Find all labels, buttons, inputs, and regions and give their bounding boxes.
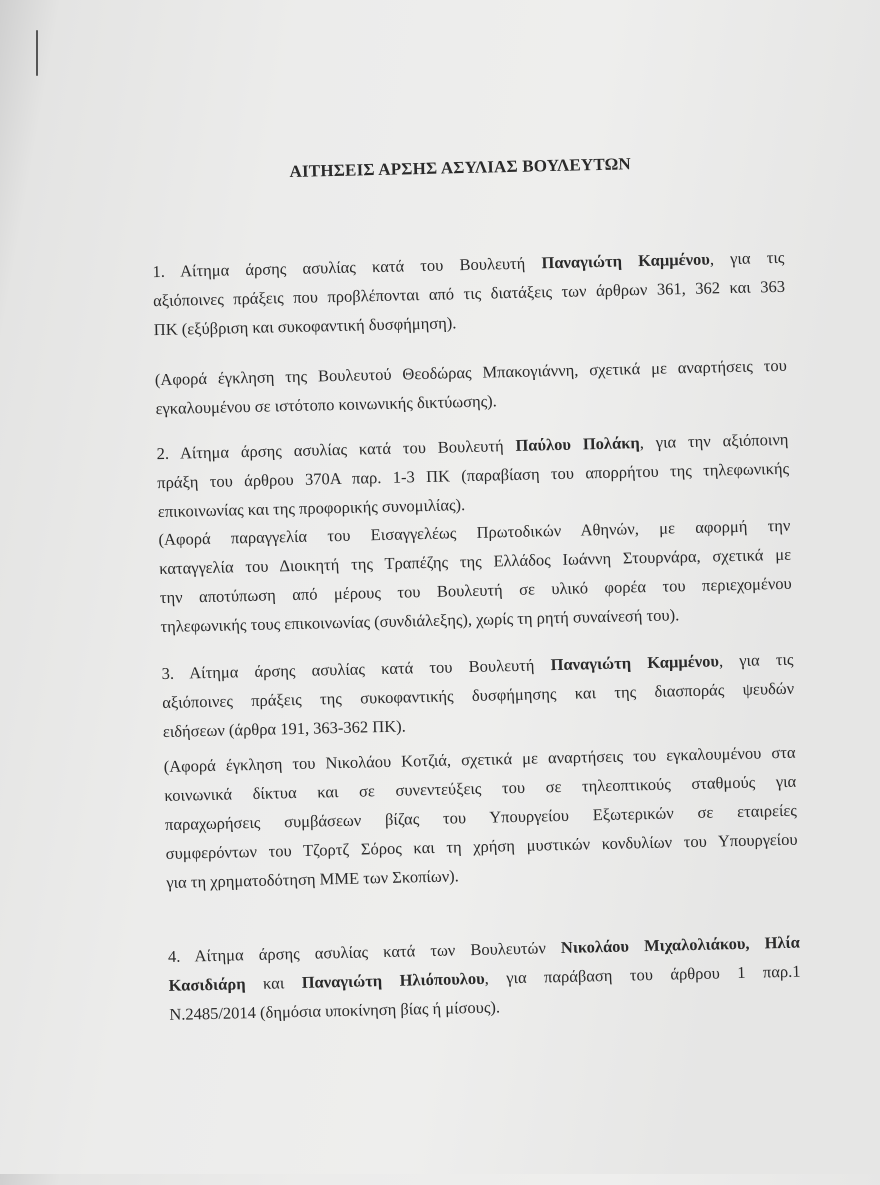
text-segment: , για τις (709, 247, 785, 269)
text-segment: πράξη του άρθρου 370Α παρ. 1-3 ΠΚ (παραβίαση του απορρήτου της τηλεφωνικής (157, 458, 790, 493)
text-segment: συμφερόντων του Τζορτζ Σόρος και τη χρήση μυστικών κονδυλίων του Υπουργείου (165, 829, 798, 863)
text-segment: 3. Αίτημα άρσης ασυλίας κατά του Βουλευτή (161, 655, 551, 684)
text-segment: την αποτύπωση από μέρους του Βουλευτή σε υλικό φορέα του περιεχομένου (159, 573, 792, 608)
bold-name-text: Παναγιώτη Καμμένου (550, 651, 720, 675)
text-segment: για τη χρηματοδότηση ΜΜΕ των Σκοπίων). (166, 866, 459, 892)
text-segment: και (245, 972, 302, 994)
text-segment: (Αφορά παραγγελία του Εισαγγελέως Πρωτοδικών Αθηνών, με αφορμή την (158, 515, 791, 550)
paragraph-2-note (158, 511, 792, 641)
text-segment: Ν.2485/2014 (δημόσια υποκίνηση βίας ή μίσους). (169, 997, 501, 1024)
text-segment: τηλεφωνικής τους επικοινωνίας (συνδιάλεξης), χωρίς τη ρητή συναίνεσή του). (160, 605, 680, 637)
text-segment: εγκαλουμένου σε ιστότοπο κοινωνικής δικτύωσης). (155, 391, 498, 419)
text-segment: , για παράβαση του άρθρου 1 παρ.1 (484, 961, 801, 988)
text-segment: 1. Αίτημα άρσης ασυλίας κατά του Βουλευτή (152, 253, 542, 282)
bold-name-text: Κασιδιάρη (168, 974, 246, 995)
paragraph-3-note (163, 738, 798, 897)
text-segment: ειδήσεων (άρθρα 191, 363-362 ΠΚ). (162, 716, 406, 741)
paragraph-1-note (155, 351, 788, 423)
bold-name-text: Παύλου Πολάκη (515, 433, 640, 455)
bold-name-text: Παναγιώτη Ηλιόπουλου (301, 968, 485, 992)
text-segment: αξιόποινες πράξεις που προβλέπονται από τις διατάξεις των άρθρων 361, 362 και 363 (152, 276, 786, 311)
document-title: ΑΙΤΗΣΕΙΣ ΑΡΣΗΣ ΑΣΥΛΙΑΣ ΒΟΥΛΕΥΤΩΝ (289, 154, 632, 181)
paragraph-4 (168, 928, 802, 1029)
text-segment: , για τις (718, 649, 794, 671)
text-segment: επικοινωνίας και της προφορικής συνομιλίας). (157, 495, 466, 522)
text-segment: , για την αξιόποινη (639, 429, 789, 453)
text-segment: 4. Αίτημα άρσης ασυλίας κατά των Βουλευτών (167, 938, 562, 966)
bold-name-text: Παναγιώτη Καμμένου (541, 249, 711, 273)
text-segment: παραχωρήσεις συμβάσεων βίζας του Υπουργείου Εξωτερικών σε εταιρείες (164, 800, 798, 834)
text-segment: (Αφορά έγκληση της Βουλευτού Θεοδώρας Μπακογιάννη, σχετικά με αναρτήσεις του (154, 355, 787, 390)
text-segment: αξιόποινες πράξεις της συκοφαντικής δυσφήμησης και της διασποράς ψευδών (162, 678, 795, 713)
bold-name-text: Νικολάου Μιχαλολιάκου, Ηλία (560, 932, 801, 958)
text-segment: (Αφορά έγκληση του Νικολάου Κοτζιά, σχετικά με αναρτήσεις του εγκαλουμένου στα (163, 742, 796, 776)
text-segment: 2. Αίτημα άρσης ασυλίας κατά του Βουλευτή (156, 435, 516, 464)
text-segment: καταγγελία του Διοικητή της Τραπέζης της Ελλάδος Ιωάννη Στουρνάρα, σχετικά με (158, 544, 792, 579)
paragraph-3 (161, 645, 795, 746)
text-segment: κοινωνικά δίκτυα και σε συνεντεύξεις του σε τηλεοπτικούς σταθμούς για (164, 771, 797, 805)
paragraph-2 (156, 425, 790, 526)
paragraph-1 (152, 243, 786, 344)
text-segment: ΠΚ (εξύβριση και συκοφαντική δυσφήμηση). (153, 313, 457, 340)
